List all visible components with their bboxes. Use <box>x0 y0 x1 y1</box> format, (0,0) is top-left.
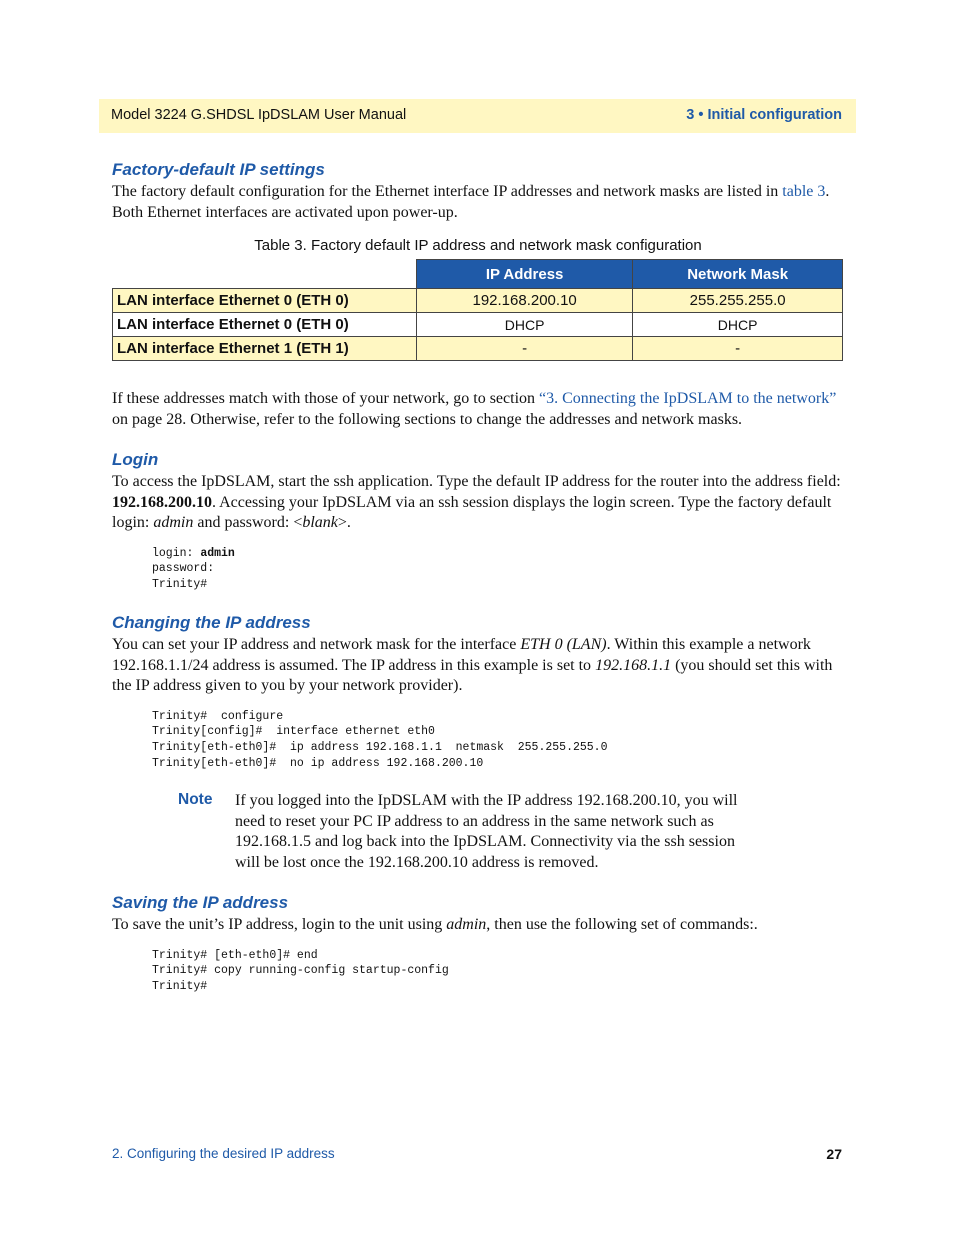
login-paragraph: To access the IpDSLAM, start the ssh application. Type the default IP address for the router into the address field: 192.168.200.10. Accessing your IpDSLAM via an ssh session displays the login screen. Type the factory default login: admin and password: <blank>. <box>112 473 841 531</box>
saving-ip-paragraph: To save the unit’s IP address, login to the unit using admin, then use the following set of commands:. <box>112 916 758 934</box>
default-login: admin <box>153 514 194 531</box>
col-header-mask: Network Mask <box>633 260 843 289</box>
page-content <box>112 160 844 994</box>
row-label: LAN interface Ethernet 0 (ETH 0) <box>113 313 417 337</box>
table-corner <box>113 260 417 289</box>
manual-title: Model 3224 G.SHDSL IpDSLAM User Manual <box>111 107 407 123</box>
row-label: LAN interface Ethernet 1 (ETH 1) <box>113 337 417 361</box>
table-row <box>113 289 843 313</box>
login-code-block: login: admin password: Trinity# <box>152 546 235 591</box>
row-label: LAN interface Ethernet 0 (ETH 0) <box>113 289 417 313</box>
chapter-title: 3 • Initial configuration <box>686 107 842 123</box>
cell-mask: 255.255.255.0 <box>633 289 843 313</box>
save-code-block: Trinity# [eth-eth0]# end Trinity# copy running-config startup-config Trinity# <box>152 948 449 993</box>
page-header <box>99 99 856 133</box>
table-caption: Table 3. Factory default IP address and network mask configuration <box>254 237 702 254</box>
heading-changing-ip: Changing the IP address <box>112 613 311 633</box>
factory-default-paragraph: The factory default configuration for the Ethernet interface IP addresses and network masks are listed in table 3. Both Ethernet interfaces are activated upon power-up. <box>112 183 830 221</box>
heading-login: Login <box>112 450 159 469</box>
network-match-paragraph: If these addresses match with those of your network, go to section “3. Connecting the IpDSLAM to the network” on page 28. Otherwise, refer to the following sections to change the addresses and network masks. <box>112 390 837 428</box>
footer-section-title: 2. Configuring the desired IP address <box>112 1146 335 1161</box>
note-box <box>178 791 844 873</box>
changing-ip-paragraph: You can set your IP address and network mask for the interface ETH 0 (LAN). Within this example a network 192.168.1.1/24 address is assumed. The IP address in this example is set to 192.168.1.1 (you should set this with the IP address given to you by your network provider). <box>112 636 833 695</box>
heading-saving-ip: Saving the IP address <box>112 893 289 913</box>
page-number: 27 <box>826 1146 842 1162</box>
cell-ip: DHCP <box>417 313 633 337</box>
connecting-section-link[interactable]: “3. Connecting the IpDSLAM to the network” <box>539 390 837 407</box>
note-label: Note <box>178 791 213 809</box>
cell-mask: DHCP <box>633 313 843 337</box>
table-row <box>113 313 843 337</box>
default-ip: 192.168.200.10 <box>112 493 212 511</box>
config-code-block: Trinity# configure Trinity[config]# interface ethernet eth0 Trinity[eth-eth0]# ip address 192.168.1.1 netmask 255.255.255.0 Trinity[eth-eth0]# no ip address 192.168.200.10 <box>152 709 608 770</box>
table-row <box>113 337 843 361</box>
heading-factory-default: Factory-default IP settings <box>112 160 325 179</box>
cell-ip: 192.168.200.10 <box>417 289 633 313</box>
table-3-link[interactable]: table 3 <box>782 183 826 200</box>
note-text: If you logged into the IpDSLAM with the IP address 192.168.200.10, you will need to reset your PC IP address to an address in the same network such as 192.168.1.5 and log back into the IpDSLAM. Connectivity via the ssh session will be lost once the 192.168.200.10 address is removed. <box>235 792 738 871</box>
ip-config-table <box>112 259 843 361</box>
cell-mask: - <box>633 337 843 361</box>
cell-ip: - <box>417 337 633 361</box>
default-password: blank <box>302 514 338 531</box>
col-header-ip: IP Address <box>417 260 633 289</box>
